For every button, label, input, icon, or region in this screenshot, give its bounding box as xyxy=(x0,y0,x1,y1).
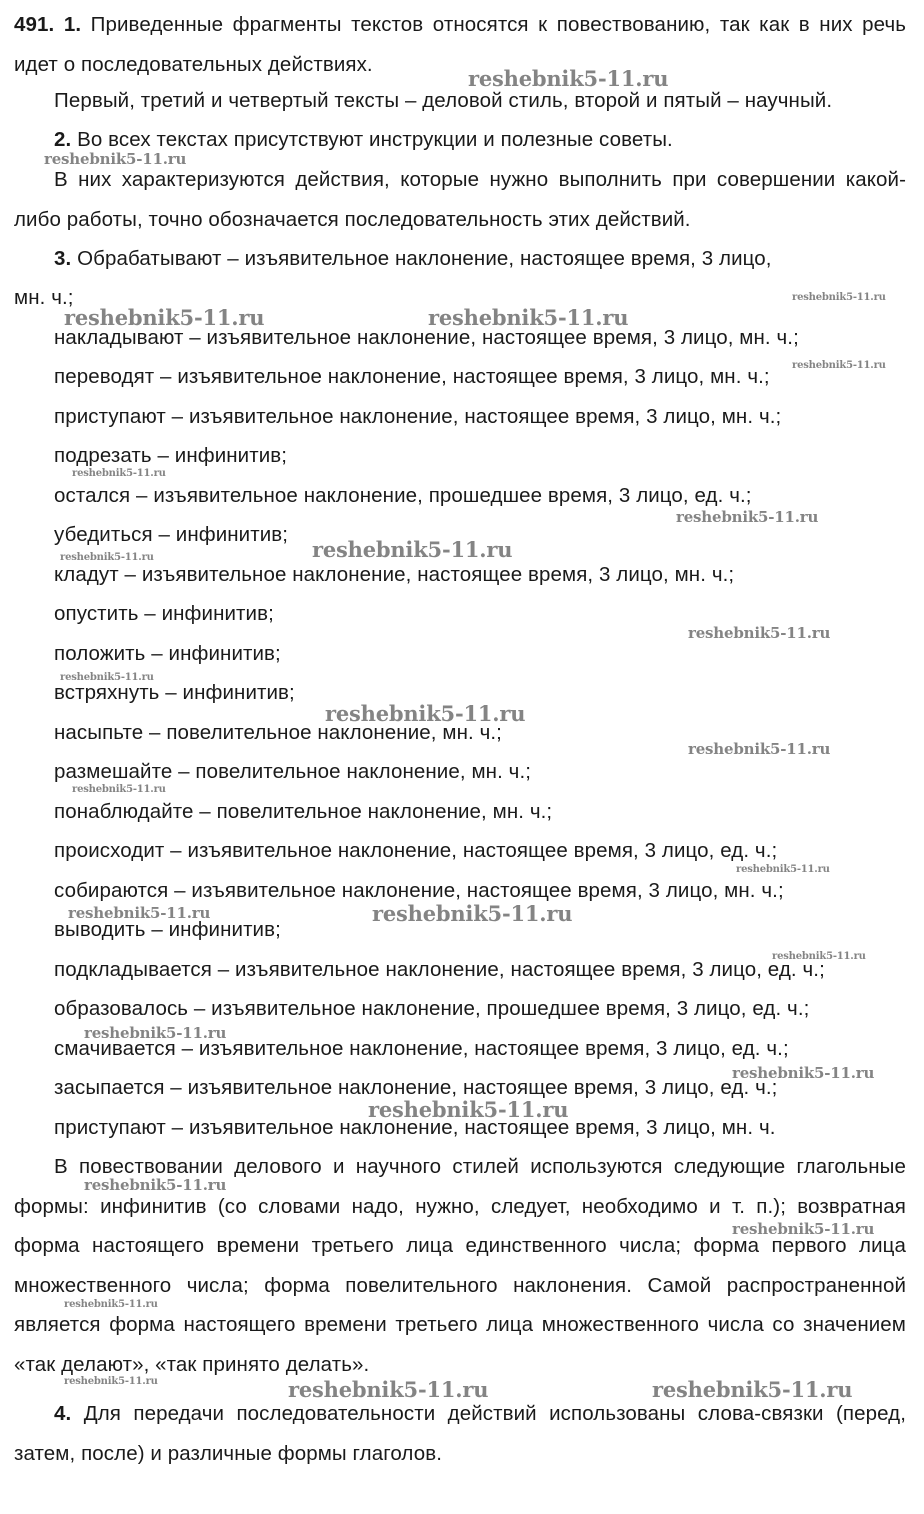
task4-paragraph xyxy=(14,1394,906,1473)
watermark: reshebnik5-11.ru xyxy=(72,468,166,479)
task2-label: 2. xyxy=(54,128,72,151)
task3-label: 3. xyxy=(54,247,72,270)
exercise-number: 491. xyxy=(14,13,55,36)
verb-item: накладывают – изъявительное наклонение, настоящее время, 3 лицо, мн. ч.; xyxy=(54,326,799,349)
watermark: reshebnik5-11.ru xyxy=(60,672,154,683)
watermark: reshebnik5-11.ru xyxy=(72,784,166,795)
task1-paragraph xyxy=(14,5,906,84)
watermark: reshebnik5-11.ru xyxy=(732,1220,875,1238)
verb-item: понаблюдайте – повелительное наклонение, мн. ч.; xyxy=(54,800,553,823)
verb-item: приступают – изъявительное наклонение, настоящее время, 3 лицо, мн. ч. xyxy=(54,1116,776,1139)
watermark: reshebnik5-11.ru xyxy=(732,1064,875,1082)
verb-item: встряхнуть – инфинитив; xyxy=(54,681,295,704)
task3-first-text: Обрабатывают – изъявительное наклонение, настоящее время, 3 лицо, xyxy=(77,247,772,270)
verb-item: образовалось – изъявительное наклонение, прошедшее время, 3 лицо, ед. ч.; xyxy=(54,997,810,1020)
task3-summary: В повествовании делового и научного стилей используются следующие глагольные формы: инфинитив (со словами надо, нужно, следует, необходимо и т. п.); возвратная форма настоящего времени третьего лица единственного числа; форма первого лица множественного числа; форма повелительного наклонения. Самой распространенной является форма настоящего времени третьего лица множественного числа со значением «так делают», «так принято делать». xyxy=(14,1155,906,1376)
task3-first-line xyxy=(14,239,906,279)
task2-text: Во всех текстах присутствуют инструкции и полезные советы. xyxy=(77,128,673,151)
task3-first-line-cont: мн. ч.; xyxy=(14,286,74,309)
task1-label: 1. xyxy=(63,13,82,36)
watermark: reshebnik5-11.ru xyxy=(288,1377,489,1402)
watermark: reshebnik5-11.ru xyxy=(44,150,187,168)
verb-item: размешайте – повелительное наклонение, мн. ч.; xyxy=(54,760,532,783)
watermark: reshebnik5-11.ru xyxy=(688,624,831,642)
task1-styles: Первый, третий и четвертый тексты – деловой стиль, второй и пятый – научный. xyxy=(54,89,833,112)
watermark: reshebnik5-11.ru xyxy=(772,951,866,962)
verb-item: положить – инфинитив; xyxy=(54,642,281,665)
verb-item: остался – изъявительное наклонение, прошедшее время, 3 лицо, ед. ч.; xyxy=(54,484,752,507)
watermark: reshebnik5-11.ru xyxy=(64,1376,158,1387)
watermark: reshebnik5-11.ru xyxy=(676,508,819,526)
task2-paragraph xyxy=(14,120,906,160)
verb-item: подкладывается – изъявительное наклонение, настоящее время, 3 лицо, ед. ч.; xyxy=(54,958,825,981)
verb-item: насыпьте – повелительное наклонение, мн. ч.; xyxy=(54,721,502,744)
task4-text: Для передачи последовательности действий использованы слова-связки (перед, затем, после) и различные формы глаголов. xyxy=(14,1402,907,1465)
watermark: reshebnik5-11.ru xyxy=(325,701,526,726)
watermark: reshebnik5-11.ru xyxy=(60,552,154,563)
verb-item: переводят – изъявительное наклонение, настоящее время, 3 лицо, мн. ч.; xyxy=(54,365,770,388)
watermark: reshebnik5-11.ru xyxy=(468,66,669,91)
watermark: reshebnik5-11.ru xyxy=(84,1176,227,1194)
verb-item: собираются – изъявительное наклонение, настоящее время, 3 лицо, мн. ч.; xyxy=(54,879,784,902)
watermark: reshebnik5-11.ru xyxy=(84,1024,227,1042)
verb-item: опустить – инфинитив; xyxy=(54,602,274,625)
verb-item: происходит – изъявительное наклонение, настоящее время, 3 лицо, ед. ч.; xyxy=(54,839,778,862)
watermark: reshebnik5-11.ru xyxy=(64,305,265,330)
task1-text: Приведенные фрагменты текстов относятся к повествованию, так как в них речь идет о последовательных действиях. xyxy=(14,13,907,76)
verb-item: кладут – изъявительное наклонение, настоящее время, 3 лицо, мн. ч.; xyxy=(54,563,735,586)
watermark: reshebnik5-11.ru xyxy=(368,1097,569,1122)
watermark: reshebnik5-11.ru xyxy=(792,360,886,371)
verb-item: выводить – инфинитив; xyxy=(54,918,281,941)
watermark: reshebnik5-11.ru xyxy=(736,864,830,875)
watermark: reshebnik5-11.ru xyxy=(792,292,886,303)
verb-item: убедиться – инфинитив; xyxy=(54,523,289,546)
watermark: reshebnik5-11.ru xyxy=(312,537,513,562)
verb-item: подрезать – инфинитив; xyxy=(54,444,288,467)
watermark: reshebnik5-11.ru xyxy=(428,305,629,330)
verb-item: засыпается – изъявительное наклонение, настоящее время, 3 лицо, ед. ч.; xyxy=(54,1076,778,1099)
verb-item: смачивается – изъявительное наклонение, настоящее время, 3 лицо, ед. ч.; xyxy=(54,1037,789,1060)
watermark: reshebnik5-11.ru xyxy=(688,740,831,758)
task2-detail: В них характеризуются действия, которые нужно выполнить при совершении какой-либо работы, точно обозначается последовательность этих действий. xyxy=(14,168,906,231)
watermark: reshebnik5-11.ru xyxy=(64,1299,158,1310)
verb-item: приступают – изъявительное наклонение, настоящее время, 3 лицо, мн. ч.; xyxy=(54,405,782,428)
watermark: reshebnik5-11.ru xyxy=(372,901,573,926)
watermark: reshebnik5-11.ru xyxy=(652,1377,853,1402)
task4-label: 4. xyxy=(54,1402,72,1425)
watermark: reshebnik5-11.ru xyxy=(68,904,211,922)
